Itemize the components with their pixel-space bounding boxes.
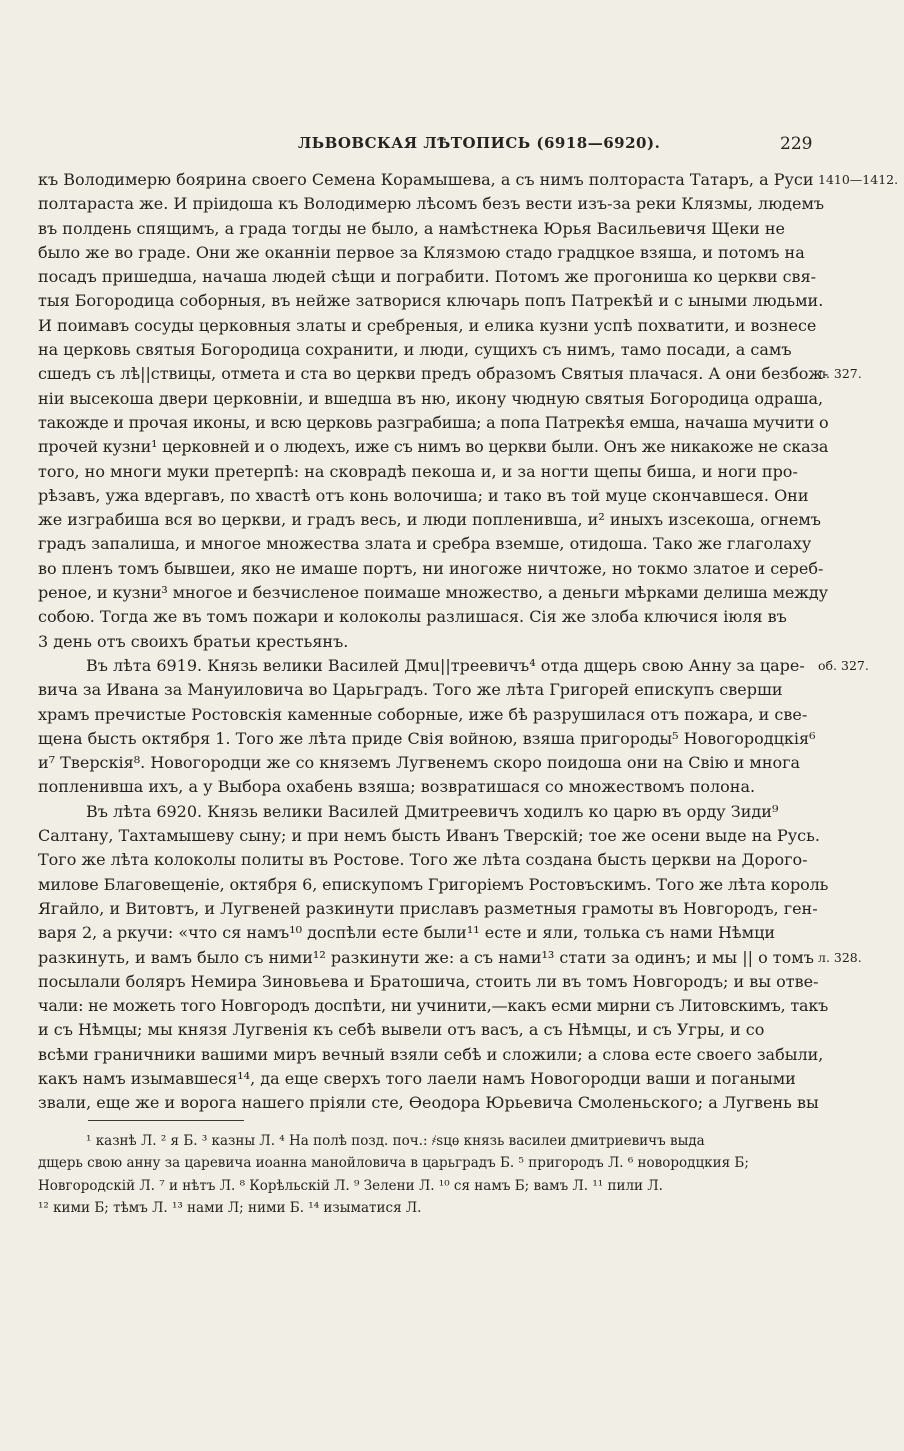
text-line: въ полдень спящимъ, а града тогды не было, а намѣстнека Юрья Васильевичя Щеки не — [38, 218, 785, 238]
text-line: звали, еще же и ворога нашего прiяли сте, Ѳеодора Юрьевича Смоленьского; а Лугвень вы — [38, 1093, 819, 1113]
margin-note: л. 328. — [818, 949, 862, 965]
text-line: попленивша ихъ, а у Выбора охабень взяша; возвратишася со множествомъ полона. — [38, 777, 756, 797]
running-title: ЛЬВОВСКАЯ ЛѢТОПИСЬ (6918—6920). — [298, 134, 661, 152]
text-line: И поимавъ сосуды церковныя златы и сребреныя, и елика кузни успѣ похватити, и вознесе — [38, 315, 817, 335]
text-line: посылали боляръ Немира Зиновьева и Братошича, стоить ли въ томъ Новгородъ; и вы отве- — [38, 971, 819, 991]
text-line: милове Благовещенiе, октября 6, епискупомъ Григорiемъ Ростовъскимъ. Того же лѣта король — [38, 874, 829, 894]
text-line: всѣми граничники вашими миръ вечный взяли себѣ и сложили; а слова есте своего забыли, — [38, 1044, 824, 1064]
text-line: тыя Богородица соборныя, въ нейже затворися ключарь попъ Патрекѣй и с ыными людьми. — [38, 291, 824, 311]
page-number: 229 — [780, 134, 813, 154]
text-line: разкинуть, и вамъ было съ ними¹² разкинути же: а съ нами¹³ стати за одинъ; и мы || о томъ — [38, 947, 814, 967]
margin-note: об. 327. — [818, 658, 869, 673]
text-line: прочей кузни¹ церковней и о людехъ, иже съ нимъ во церкви были. Онъ же никакоже не сказа — [38, 437, 829, 457]
text-line: и⁷ Тверскiя⁸. Новогородци же со княземъ Лугвенемъ скоро поидоша они на Свiю и многа — [38, 753, 801, 773]
text-line: щена бысть октября 1. Того же лѣта приде Свiя войною, взяша пригороды⁵ Новогородцкiя⁶ — [38, 728, 816, 748]
text-line: Ягайло, и Витовтъ, и Лугвеней разкинути приславъ разметныя грамоты въ Новгородъ, ген- — [38, 898, 818, 918]
text-line: Въ лѣта 6920. Князь велики Василей Дмитреевичъ ходилъ ко царю въ орду Зиди⁹ — [86, 801, 779, 821]
text-line: Салтану, Тахтамышеву сыну; и при немъ бысть Иванъ Тверскiй; тое же осени выде на Русь. — [38, 826, 820, 846]
text-line: полтараста же. И прiидоша къ Володимерю лѣсомъ безъ вести изъ-за реки Клязмы, людемъ — [38, 194, 825, 214]
text-line: варя 2, а ркучи: «что ся намъ¹⁰ доспѣли есте были¹¹ есте и яли, толька съ нами Нѣмци — [38, 923, 776, 943]
text-line: реное, и кузни³ многое и безчисленое поимаше множество, а деньги мѣрками делиша между — [38, 583, 828, 603]
text-line: собою. Тогда же въ томъ пожари и колоколы разлишася. Сiя же злоба ключися iюля въ — [38, 607, 787, 627]
text-line: чали: не можеть того Новгородъ доспѣти, ни учинити,—какъ есми мирни съ Литовскимъ, такъ — [38, 996, 829, 1016]
text-line: на церковь святыя Богородица сохранити, и люди, сущихъ съ нимъ, тамо посади, а самъ — [38, 340, 792, 360]
text-line: во пленъ томъ бывшеи, яко не имаше портъ, ни иногоже ничтоже, но токмо златое и сереб- — [38, 558, 824, 578]
footnote-line: дщерь свою анну за царевича иоанна манойловича в царьградъ Б. ⁵ пригородъ Л. ⁶ новородцкия Б; — [38, 1155, 749, 1172]
text-line: 3 день отъ своихъ братьи крестьянъ. — [38, 631, 349, 651]
text-line: сшедъ съ лѣ||ствицы, отмета и ста во церкви предъ образомъ Святыя плачася. А они безбож- — [38, 364, 829, 384]
text-line: такожде и прочая иконы, и всю церковь разграбиша; а попа Патрекѣя емша, начаша мучити о — [38, 412, 829, 432]
text-line: нiи высекоша двери церковнiи, и вшедша въ ню, икону чюдную святыя Богородица одраша, — [38, 388, 824, 408]
text-line: посадъ пришедша, начаша людей сѣщи и пограбити. Потомъ же прогониша ко церкви свя- — [38, 267, 817, 287]
text-line: градъ запалиша, и многое множества злата и сребра вземше, отидоша. Тако же глаголаху — [38, 534, 812, 554]
text-line: и съ Нѣмцы; мы князя Лугвенiя къ себѣ вывели отъ васъ, а съ Нѣмцы, и съ Угры, и со — [38, 1020, 765, 1040]
text-line: было же во граде. Они же оканнiи первое за Клязмою стадо градцкое взяша, и потомъ на — [38, 242, 805, 262]
margin-note: 1410—1412. — [818, 172, 899, 187]
text-line: вича за Ивана за Мануиловича во Царьградъ. Того же лѣта Григорей епискупъ сверши — [38, 680, 783, 700]
margin-note: л. 327. — [818, 366, 862, 382]
text-line: Того же лѣта колоколы политы въ Ростове. Того же лѣта создана бысть церкви на Дорого- — [38, 850, 808, 870]
footnotes — [38, 1130, 828, 1220]
footnote-rule — [88, 1120, 244, 1121]
text-line: Въ лѣта 6919. Князь велики Василей Дмu||треевичъ⁴ отда дщерь свою Анну за царе- — [86, 655, 805, 675]
footnote-line: ¹ казнѣ Л. ² я Б. ³ казны Л. ⁴ На полѣ позд. поч.: ҂ѕцѳ князь василеи дмитриевичъ выда — [86, 1133, 705, 1149]
text-line: же изграбиша вся во церкви, и градъ весь, и люди попленивша, и² иныхъ изсекоша, огнемъ — [38, 510, 821, 530]
text-line: какъ намъ изымавшеся¹⁴, да еще сверхъ того лаели намъ Новогородци ваши и погаными — [38, 1068, 796, 1088]
footnote-line: ¹² кими Б; тѣмъ Л. ¹³ нами Л; ними Б. ¹⁴ изыматися Л. — [38, 1200, 422, 1217]
page-header — [0, 130, 904, 160]
footnote-line: Новгородскiй Л. ⁷ и нѣтъ Л. ⁸ Корѣльскiй Л. ⁹ Зелени Л. ¹⁰ ся намъ Б; вамъ Л. ¹¹ пили Л. — [38, 1177, 663, 1194]
text-line: того, но многи муки претерпѣ: на сковрадѣ пекоша и, и за ногти щепы биша, и ноги про- — [38, 461, 798, 481]
text-line: рѣзавъ, ужа вдергавъ, по хвастѣ отъ конь волочиша; и тако въ той муце скончавшеся. Они — [38, 485, 809, 505]
text-line: храмъ пречистые Ростовскiя каменные соборные, иже бѣ разрушилася отъ пожара, и све- — [38, 704, 808, 724]
text-line: къ Володимерю боярина своего Семена Корамышева, а съ нимъ полтораста Татаръ, а Руси — [38, 170, 814, 189]
body-text — [38, 168, 828, 1116]
